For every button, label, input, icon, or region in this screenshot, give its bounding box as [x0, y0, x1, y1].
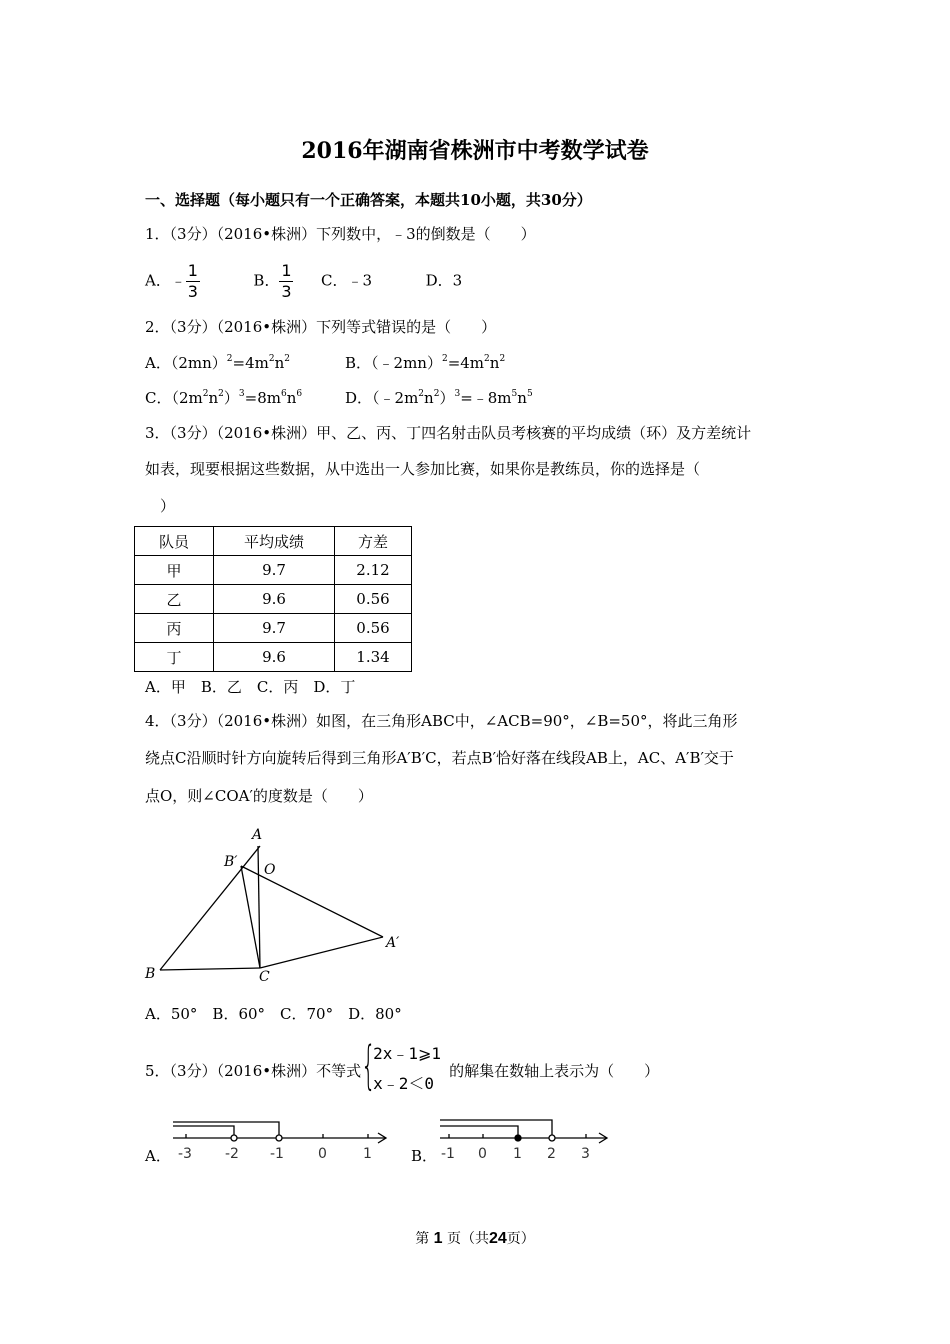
question-4-line-2: 绕点C沿顺时针方向旋转后得到三角形A′B′C，若点B′恰好落在线段AB上，AC、A′B′交于 — [145, 749, 734, 767]
total-pages: 24 — [489, 1230, 507, 1247]
option-a-label: A． — [145, 271, 171, 290]
table-cell: 1.34 — [335, 643, 412, 672]
option-a-fraction: $\frac{1}{3}$ — [187, 261, 198, 301]
option-c: C．﹣3 — [321, 271, 373, 290]
svg-text:-2: -2 — [225, 1146, 239, 1162]
table-cell: 0.56 — [335, 614, 412, 643]
number-line-b — [435, 1116, 615, 1166]
svg-text:-1: -1 — [270, 1146, 284, 1162]
table-cell: 丙 — [135, 614, 214, 643]
question-2-option-c: C．$(2m^2n^2)^3=8m^6n^6$ — [145, 389, 303, 407]
number-line-a — [168, 1116, 393, 1166]
inequality-1: 2x﹣1⩾1 — [373, 1044, 442, 1063]
question-2-stem: 2．（3分）（2016•株洲）下列等式错误的是（ ） — [145, 318, 497, 336]
table-header-cell: 平均成绩 — [214, 527, 335, 556]
label-o: O — [264, 862, 276, 878]
question-3-line-3: ） — [160, 497, 176, 515]
option-a-sign: ﹣ — [170, 271, 186, 290]
page-title: 2016年湖南省株洲市中考数学试卷 — [301, 138, 649, 164]
label-b: B — [145, 966, 156, 982]
question-4-line-3: 点O，则∠COA′的度数是（ ） — [145, 787, 373, 805]
table-cell: 2.12 — [335, 556, 412, 585]
label-bprime: B′ — [224, 854, 238, 870]
table-header-cell: 方差 — [335, 527, 412, 556]
question-1-stem: 1．（3分）（2016•株洲）下列数中，﹣3的倒数是（ ） — [145, 225, 536, 243]
svg-text:0: 0 — [318, 1146, 327, 1162]
label-a: A — [252, 827, 263, 843]
option-d: D．3 — [425, 271, 463, 290]
segment-b-c — [160, 968, 260, 970]
question-2-option-b: B．$(﹣2mn)^2=4m^2n^2$ — [345, 354, 506, 372]
segment-bprime-aprime — [241, 866, 383, 937]
question-5-stem: 5．（3分）（2016•株洲）不等式 { 2x﹣1⩾1 x﹣2＜0 的解集在数轴上表示为（ ） — [145, 1042, 659, 1102]
svg-text:-1: -1 — [441, 1146, 455, 1162]
inequality-2: x﹣2＜0 — [373, 1074, 435, 1093]
table-cell: 9.7 — [214, 556, 335, 585]
table-cell: 9.6 — [214, 643, 335, 672]
question-2-option-d: D．$(﹣2m^2n^2)^3=﹣8m^5n^5$ — [345, 389, 533, 407]
question-4-line-1: 4．（3分）（2016•株洲）如图，在三角形ABC中，∠ACB=90°，∠B=50°，将此三角形 — [145, 712, 738, 730]
table-row — [135, 556, 412, 585]
svg-text:2: 2 — [547, 1146, 556, 1162]
section-heading: 一、选择题（每小题只有一个正确答案，本题共10小题，共30分） — [145, 191, 592, 209]
question-1-options — [145, 262, 462, 301]
table-cell: 甲 — [135, 556, 214, 585]
segment-a-c — [258, 846, 260, 968]
inequality-system: { 2x﹣1⩾1 x﹣2＜0 — [361, 1036, 442, 1096]
svg-text:1: 1 — [513, 1146, 522, 1162]
table-cell: 9.7 — [214, 614, 335, 643]
page-footer: 第 1 页（共24页） — [415, 1230, 535, 1247]
svg-text:0: 0 — [478, 1146, 487, 1162]
score-table — [134, 526, 412, 672]
table-row — [135, 585, 412, 614]
svg-text:-3: -3 — [178, 1146, 192, 1162]
question-2-option-a: A．$(2mn)^2=4m^2n^2$ — [145, 354, 290, 372]
table-header-cell: 队员 — [135, 527, 214, 556]
table-cell: 9.6 — [214, 585, 335, 614]
segment-b-bprime — [160, 846, 260, 970]
table-cell: 乙 — [135, 585, 214, 614]
table-header-row — [135, 527, 412, 556]
table-cell: 0.56 — [335, 585, 412, 614]
segment-bprime-c — [241, 866, 260, 968]
page-number: 1 — [433, 1230, 443, 1247]
triangle-rotation-figure — [140, 822, 410, 987]
table-row — [135, 614, 412, 643]
question-5-option-a-label: A． — [145, 1147, 171, 1165]
svg-text:1: 1 — [363, 1146, 372, 1162]
option-b-label: B． — [253, 271, 280, 290]
question-4-options: A．50° B．60° C．70° D．80° — [145, 1005, 402, 1023]
table-cell: 丁 — [135, 643, 214, 672]
segment-c-aprime — [260, 937, 383, 968]
svg-text:3: 3 — [581, 1146, 590, 1162]
label-aprime: A′ — [386, 935, 400, 951]
option-b-fraction: $\frac{1}{3}$ — [281, 261, 292, 301]
question-3-line-2: 如表，现要根据这些数据，从中选出一人参加比赛，如果你是教练员，你的选择是（ — [145, 460, 701, 478]
question-3-line-1: 3．（3分）（2016•株洲）甲、乙、丙、丁四名射击队员考核赛的平均成绩（环）及方差统计 — [145, 424, 752, 442]
question-5-option-b-label: B． — [411, 1147, 438, 1165]
table-row — [135, 643, 412, 672]
question-3-options: A．甲 B．乙 C．丙 D．丁 — [145, 678, 356, 696]
label-c: C — [259, 969, 270, 985]
